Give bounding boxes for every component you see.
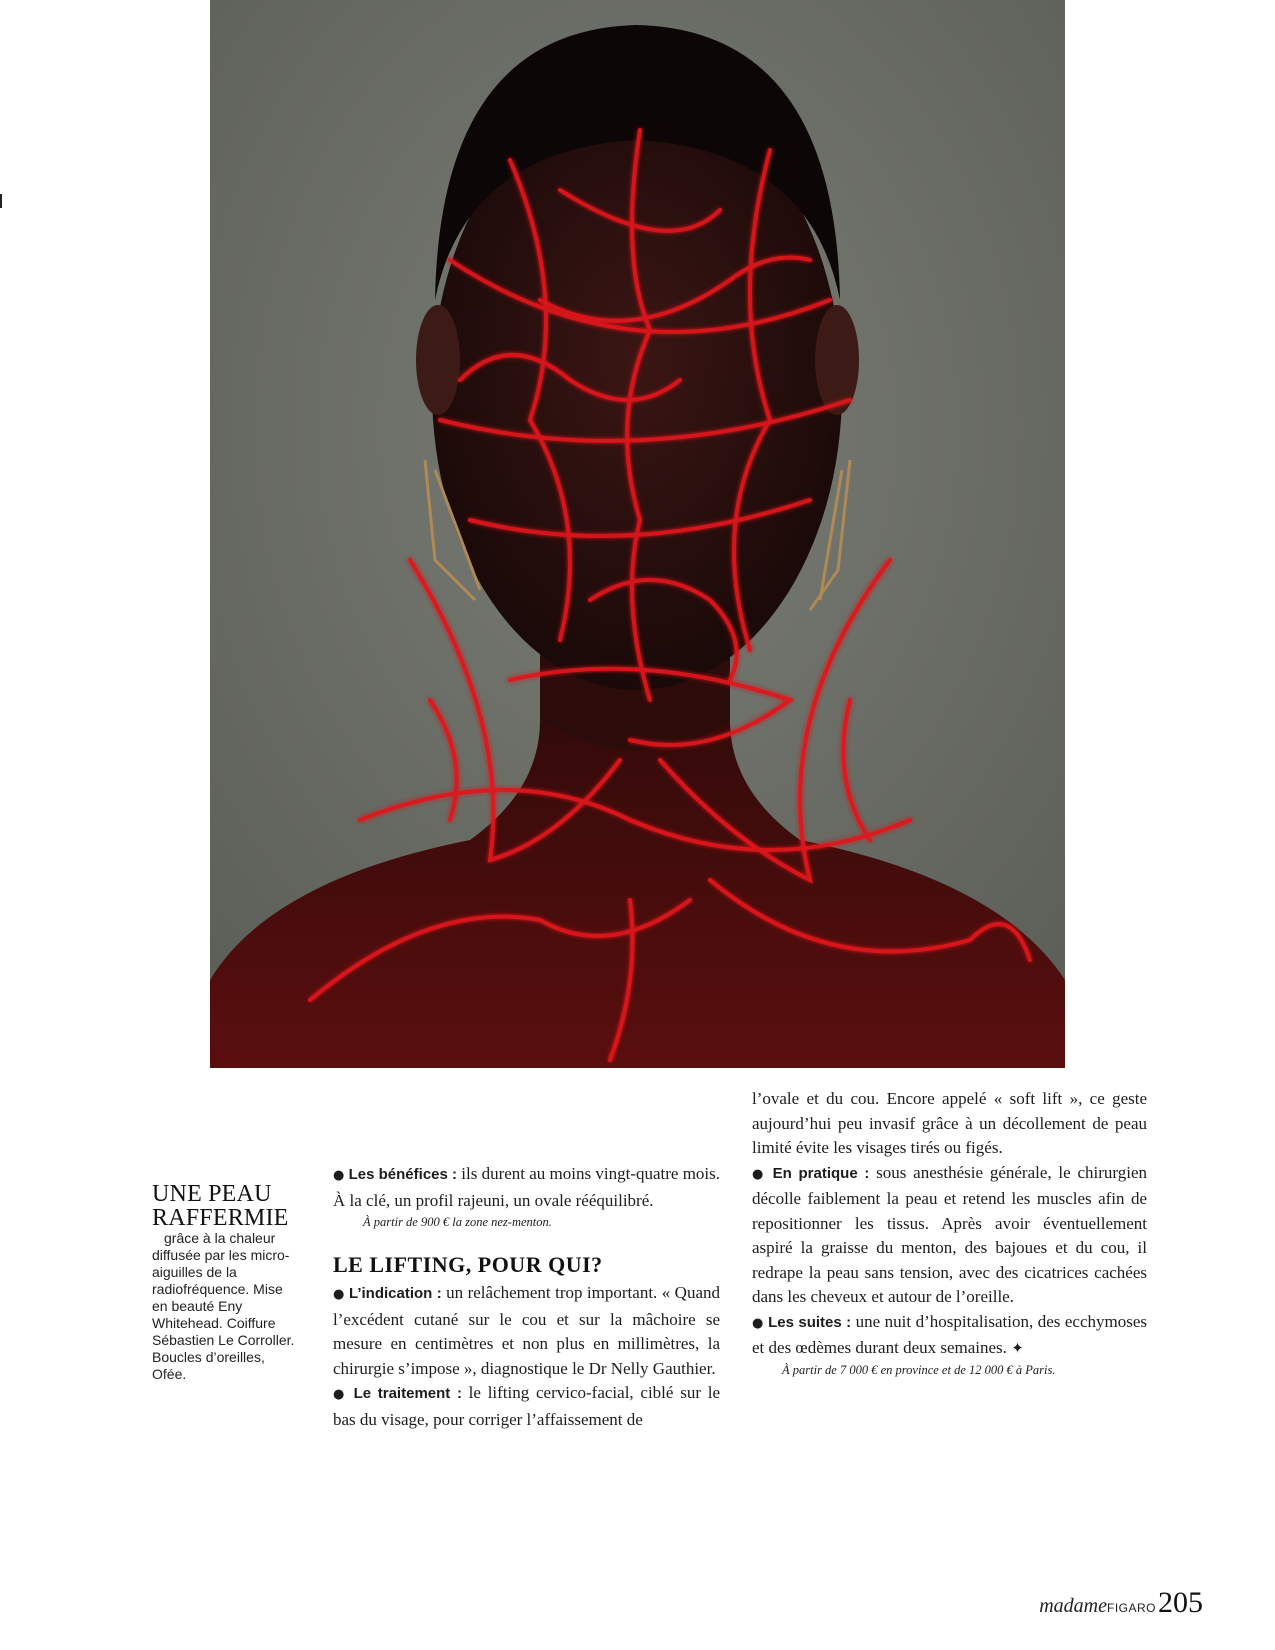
end-mark-icon: ✦ (1011, 1339, 1024, 1357)
benefits-text: ils durent au moins vingt-quatre mois. À la clé, un profil rajeuni, un ovale rééquilibré. (333, 1164, 721, 1210)
caption-body: diffusée par les micro-aiguilles de la radiofréquence. Mise en beauté Eny Whitehead. Coiffure Sébastien Le Corroller. Boucles d’oreilles, Ofée. (152, 1247, 295, 1382)
treatment-paragraph (333, 1381, 720, 1432)
folio-magazine: madame (1039, 1595, 1107, 1617)
practice-label: En pratique : (772, 1164, 870, 1182)
price-nez-menton: À partir de 900 € la zone nez-menton. (363, 1215, 552, 1229)
practice-paragraph (752, 1161, 1147, 1310)
followup-text: une nuit d’hospitalisation, des ecchymoses et des œdèmes durant deux semaines. (752, 1311, 1147, 1357)
page-folio (1039, 1586, 1203, 1620)
treatment-text: le lifting cervico-facial, ciblé sur le bas du visage, pour corriger l’affaissement de (333, 1383, 720, 1429)
indication-label: L’indication : (349, 1285, 442, 1302)
bullet-icon: ● (752, 1315, 764, 1331)
bullet-icon: ● (333, 1287, 345, 1302)
treatment-label: Le traitement : (353, 1385, 462, 1402)
photo-caption (152, 1182, 302, 1383)
section-heading-lifting: LE LIFTING, POUR QUI? (333, 1252, 603, 1277)
caption-text (152, 1230, 302, 1383)
bullet-icon: ● (333, 1387, 347, 1402)
article-column-3 (752, 1087, 1147, 1379)
page-number: 205 (1158, 1586, 1203, 1619)
followup-paragraph (752, 1310, 1147, 1361)
portrait-photo (210, 0, 1065, 1068)
caption-title-line2: RAFFERMIE (152, 1205, 289, 1231)
bullet-icon: ● (752, 1166, 766, 1182)
caption-lead: grâce à la chaleur (164, 1230, 276, 1246)
benefits-paragraph (333, 1162, 720, 1213)
continued-paragraph: l’ovale et du cou. Encore appelé « soft lift », ce geste aujourd’hui peu invasif grâce à un décollement de peau limité évite les visages tirés ou figés. (752, 1089, 1147, 1157)
caption-title-line1: UNE PEAU (152, 1181, 272, 1207)
article-column-2 (333, 1162, 720, 1432)
folio-brand: FIGARO (1106, 1601, 1156, 1615)
indication-paragraph (333, 1281, 720, 1381)
page-edge-mark (0, 194, 2, 208)
caption-title (152, 1182, 302, 1230)
price-lifting: À partir de 7 000 € en province et de 12 000 € à Paris. (782, 1362, 1056, 1377)
benefits-label: Les bénéfices : (348, 1166, 458, 1183)
followup-label: Les suites : (768, 1313, 852, 1331)
bullet-icon: ● (333, 1168, 345, 1183)
indication-text: un relâchement trop important. « Quand l’excédent cutané sur le cou et sur la mâchoire se mesure en centimètres et non plus en millimètres, la chirurgie s’impose », diagnostique le Dr Nelly Gauthier. (333, 1283, 721, 1378)
practice-text: sous anesthésie générale, le chirurgien décolle faiblement la peau et retend les muscles afin de repositionner les tissus. Après avoir éventuellement aspiré la graisse du menton, des bajoues et du cou, il redrape la peau sans tension, avec des cicatrices cachées dans les cheveux et autour de l’oreille. (752, 1162, 1148, 1306)
